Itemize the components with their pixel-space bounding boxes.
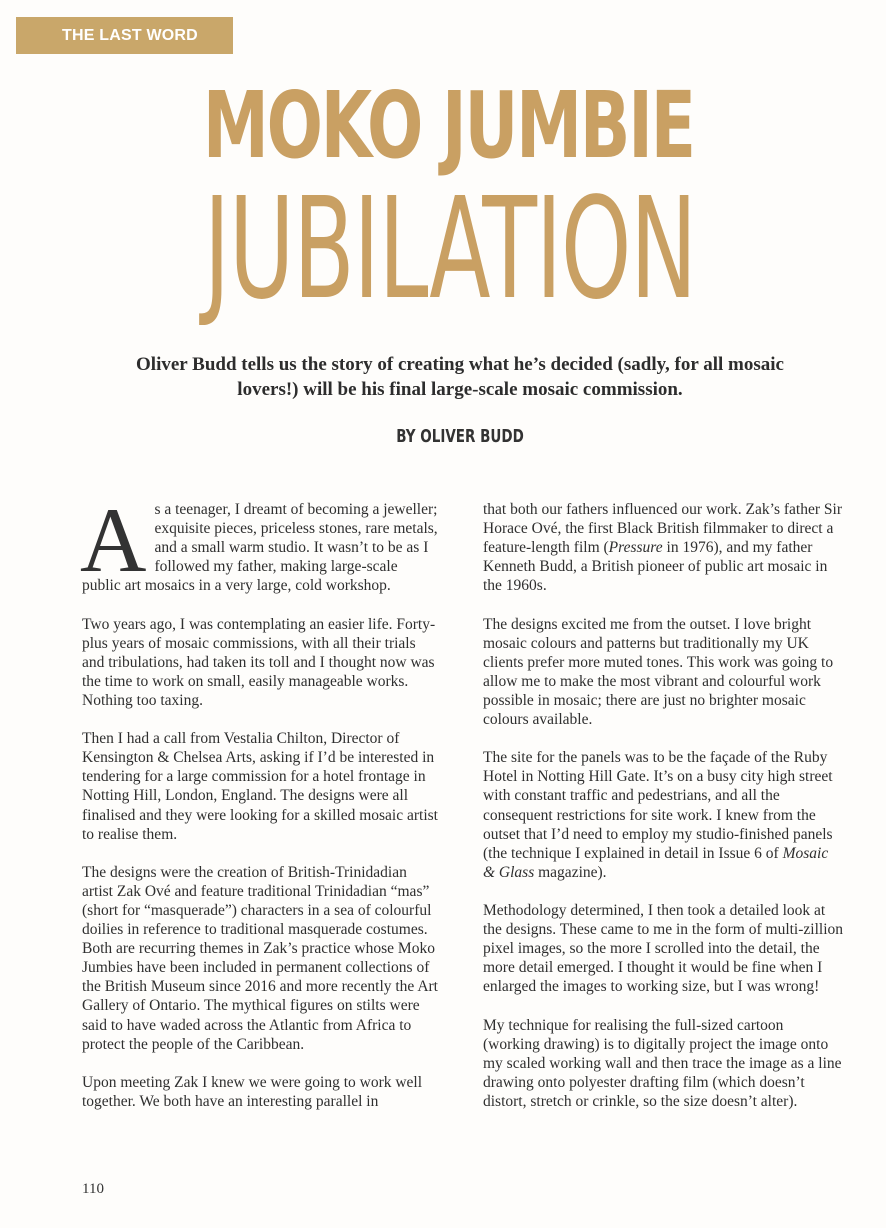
article-column-right [483, 500, 843, 1130]
paragraph [483, 500, 843, 595]
article-title-line-1: MOKO JUMBIE [202, 72, 694, 179]
drop-cap: A [80, 489, 147, 591]
page-number: 110 [82, 1181, 104, 1197]
section-tag: THE LAST WORD [16, 17, 233, 54]
article-title-line-2: JUBILATION [203, 168, 696, 331]
paragraph-text: The site for the panels was to be the façade of the Ruby Hotel in Notting Hill Gate. It’s on a busy city high street with constant traffic and pedestrians, and all the consequent restrictions for site work. I knew from the outset that I’d need to employ my studio-finished panels (the technique I explained in detail in Issue 6 of [483, 749, 833, 862]
paragraph-text: that both our fathers influenced our work. Zak’s father Sir Horace Ové, the first Black British filmmaker to direct a feature-length film ( [483, 501, 842, 557]
paragraph: The designs were the creation of British-Trinidadian artist Zak Ové and feature traditional Trinidadian “mas” (short for “masquerade”) characters in a sea of colourful doilies in reference to traditional masquerade costumes. Both are recurring themes in Zak’s practice whose Moko Jumbies have been included in permanent collections of the British Museum since 2016 and more recently the Art Gallery of Ontario. The mythical figures on stilts were said to have waded across the Atlantic from Africa to protect the people of the Caribbean. [82, 863, 438, 1053]
paragraph [483, 748, 843, 882]
paragraph: Methodology determined, I then took a detailed look at the designs. These came to me in the form of multi-zillion pixel images, so the more I scrolled into the detail, the more detail emerged. I thought it would be fine when I enlarged the images to working size, but I was wrong! [483, 901, 844, 996]
paragraph: Then I had a call from Vestalia Chilton, Director of Kensington & Chelsea Arts, asking if I’d be interested in tendering for a large commission for a hotel frontage in Notting Hill, London, England. The designs were all finalised and they were looking for a skilled mosaic artist to realise them. [82, 730, 438, 843]
paragraph-text: magazine). [534, 863, 607, 881]
film-title: Pressure [608, 539, 663, 557]
paragraph: Two years ago, I was contemplating an easier life. Forty-plus years of mosaic commissions, with all their trials and tribulations, had taken its toll and I thought now was the time to work on small, easily manageable works. Nothing too taxing. [82, 615, 436, 709]
byline: BY OLIVER BUDD [396, 426, 524, 447]
standfirst: Oliver Budd tells us the story of creating what he’s decided (sadly, for all mosaic lovers!) will be his final large-scale mosaic commission. [136, 354, 784, 400]
magazine-title: Mosaic & Glass [483, 844, 829, 881]
paragraph: The designs excited me from the outset. I love bright mosaic colours and patterns but traditionally my UK clients prefer more muted tones. This work was going to allow me to make the most vibrant and colourful work possible in mosaic; there are just no brighter mosaic colours available. [483, 615, 834, 729]
article-column-left [80, 489, 440, 1130]
paragraph-text: in 1976), and my father Kenneth Budd, a British pioneer of public art mosaic in the 1960s. [483, 539, 828, 595]
paragraph [80, 489, 440, 595]
paragraph-text: s a teenager, I dreamt of becoming a jeweller; exquisite pieces, priceless stones, rare metals, and a small warm studio. It wasn’t to be as I followed my father, making large-scale public art mosaics in a very large, cold workshop. [82, 501, 438, 595]
paragraph: Upon meeting Zak I knew we were going to work well together. We both have an interesting parallel in [82, 1073, 423, 1110]
paragraph: My technique for realising the full-sized cartoon (working drawing) is to digitally project the image onto my scaled working wall and then trace the image as a line drawing onto polyester drafting film (which doesn’t distort, stretch or crinkle, so the size doesn’t alter). [483, 1016, 842, 1110]
